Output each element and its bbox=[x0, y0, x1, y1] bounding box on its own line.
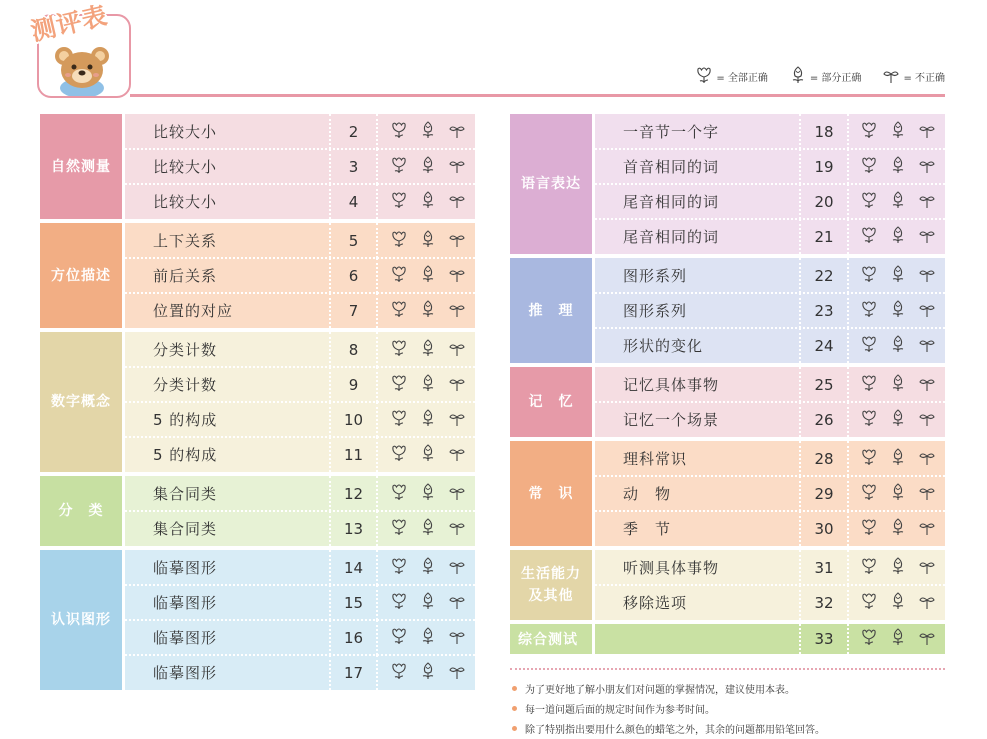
full-flower-icon[interactable] bbox=[391, 483, 407, 505]
sprout-icon[interactable] bbox=[449, 374, 465, 396]
legend-item bbox=[790, 66, 862, 87]
rating-icons bbox=[376, 114, 475, 149]
note-item bbox=[510, 698, 945, 718]
rating-icons bbox=[376, 620, 475, 655]
skill-label: 分类计数 bbox=[125, 367, 331, 402]
bud-icon[interactable] bbox=[890, 156, 906, 178]
rating-icons bbox=[847, 441, 945, 476]
sprout-icon[interactable] bbox=[449, 627, 465, 649]
skill-label: 临摹图形 bbox=[125, 620, 331, 655]
full-flower-icon[interactable] bbox=[861, 121, 877, 143]
skill-label: 比较大小 bbox=[125, 184, 331, 219]
sprout-icon[interactable] bbox=[449, 557, 465, 579]
category-rows bbox=[592, 114, 945, 254]
skill-label: 首音相同的词 bbox=[595, 149, 801, 184]
summary-cells bbox=[592, 624, 945, 654]
table-row bbox=[595, 367, 945, 402]
bud-icon[interactable] bbox=[890, 592, 906, 614]
full-flower-icon[interactable] bbox=[861, 483, 877, 505]
bud-icon[interactable] bbox=[420, 191, 436, 213]
bud-icon[interactable] bbox=[890, 557, 906, 579]
table-row bbox=[125, 620, 475, 655]
sprout-icon[interactable] bbox=[449, 409, 465, 431]
category-rows bbox=[592, 441, 945, 546]
bud-icon[interactable] bbox=[420, 156, 436, 178]
bud-icon[interactable] bbox=[890, 335, 906, 357]
notes bbox=[510, 668, 945, 738]
skill-label: 位置的对应 bbox=[125, 293, 331, 328]
category-group bbox=[40, 332, 475, 472]
table-row bbox=[595, 114, 945, 149]
rating-icons bbox=[376, 585, 475, 620]
page-number: 18 bbox=[814, 122, 834, 141]
page-number: 21 bbox=[814, 227, 834, 246]
rating-icons bbox=[376, 402, 475, 437]
sprout-icon bbox=[883, 66, 903, 87]
skill-label: 临摹图形 bbox=[125, 655, 331, 690]
full-flower-icon[interactable] bbox=[391, 230, 407, 252]
skill-label: 分类计数 bbox=[125, 332, 331, 367]
table-row bbox=[125, 184, 475, 219]
rating-icons bbox=[847, 624, 945, 654]
rating-icons bbox=[847, 328, 945, 363]
rating-icons bbox=[376, 184, 475, 219]
sprout-icon[interactable] bbox=[449, 444, 465, 466]
rating-icons bbox=[376, 476, 475, 511]
table-row bbox=[595, 219, 945, 254]
page-number: 32 bbox=[814, 593, 834, 612]
sprout-icon[interactable] bbox=[919, 557, 935, 579]
sprout-icon[interactable] bbox=[919, 628, 935, 650]
bud-icon[interactable] bbox=[420, 121, 436, 143]
full-flower-icon[interactable] bbox=[391, 662, 407, 684]
sprout-icon[interactable] bbox=[449, 191, 465, 213]
rating-icons bbox=[847, 585, 945, 620]
sprout-icon[interactable] bbox=[919, 409, 935, 431]
full-flower-icon[interactable] bbox=[861, 592, 877, 614]
page-number: 4 bbox=[348, 192, 359, 211]
bud-icon[interactable] bbox=[890, 300, 906, 322]
full-flower-icon[interactable] bbox=[861, 557, 877, 579]
bud-icon[interactable] bbox=[420, 444, 436, 466]
legend-item bbox=[696, 66, 768, 87]
legend-label: = 全部正确 bbox=[716, 73, 768, 84]
sprout-icon[interactable] bbox=[919, 191, 935, 213]
bud-icon[interactable] bbox=[420, 483, 436, 505]
rating-icons bbox=[376, 293, 475, 328]
page-number: 13 bbox=[343, 519, 364, 538]
sprout-icon[interactable] bbox=[449, 339, 465, 361]
full-flower-icon[interactable] bbox=[391, 444, 407, 466]
rating-icons bbox=[847, 550, 945, 585]
table-row bbox=[595, 476, 945, 511]
bud-icon[interactable] bbox=[890, 191, 906, 213]
bullet-icon bbox=[512, 686, 517, 691]
bullet-icon bbox=[512, 706, 517, 711]
page-number: 31 bbox=[814, 558, 834, 577]
page-number: 7 bbox=[348, 301, 359, 320]
table-row bbox=[595, 511, 945, 546]
bud-icon[interactable] bbox=[420, 662, 436, 684]
table-row bbox=[125, 114, 475, 149]
skill-label: 尾音相同的词 bbox=[595, 219, 801, 254]
skill-label: 一音节一个字 bbox=[595, 114, 801, 149]
rating-icons bbox=[847, 149, 945, 184]
skill-label: 5 的构成 bbox=[125, 402, 331, 437]
summary-title: 综合测试 bbox=[518, 632, 578, 648]
full-flower-icon[interactable] bbox=[861, 335, 877, 357]
sprout-icon[interactable] bbox=[919, 374, 935, 396]
category-rows bbox=[122, 223, 475, 328]
skill-label: 前后关系 bbox=[125, 258, 331, 293]
page-number: 15 bbox=[343, 593, 364, 612]
sprout-icon[interactable] bbox=[449, 265, 465, 287]
full-flower-icon[interactable] bbox=[861, 448, 877, 470]
table-row bbox=[125, 149, 475, 184]
full-flower-icon[interactable] bbox=[391, 409, 407, 431]
sprout-icon[interactable] bbox=[919, 335, 935, 357]
rating-icons bbox=[376, 437, 475, 472]
full-flower-icon[interactable] bbox=[861, 300, 877, 322]
table-row bbox=[595, 550, 945, 585]
table-row bbox=[125, 293, 475, 328]
full-flower-icon[interactable] bbox=[861, 409, 877, 431]
skill-label: 记忆具体事物 bbox=[595, 367, 801, 402]
page-number: 8 bbox=[348, 340, 359, 359]
category-label: 语言表达 bbox=[510, 114, 592, 254]
table-row bbox=[125, 511, 475, 546]
page-number: 6 bbox=[348, 266, 359, 285]
page-number: 19 bbox=[814, 157, 834, 176]
full-flower-icon[interactable] bbox=[861, 226, 877, 248]
rating-icons bbox=[376, 550, 475, 585]
bud-icon[interactable] bbox=[420, 300, 436, 322]
page-number: 11 bbox=[343, 445, 364, 464]
category-rows bbox=[122, 332, 475, 472]
table-row bbox=[595, 328, 945, 363]
full-flower-icon[interactable] bbox=[391, 627, 407, 649]
category-rows bbox=[122, 476, 475, 546]
category-label: 生活能力 及其他 bbox=[510, 550, 592, 620]
table-row bbox=[595, 184, 945, 219]
sprout-icon[interactable] bbox=[449, 156, 465, 178]
sprout-icon[interactable] bbox=[449, 121, 465, 143]
skill-label: 临摹图形 bbox=[125, 550, 331, 585]
right-assessment-table bbox=[510, 114, 945, 654]
rating-icons bbox=[847, 402, 945, 437]
note-text: 除了特别指出要用什么颜色的蜡笔之外，其余的问题都用铅笔回答。 bbox=[525, 724, 825, 736]
category-rows bbox=[592, 367, 945, 437]
sprout-icon[interactable] bbox=[919, 265, 935, 287]
table-row bbox=[125, 258, 475, 293]
bud-icon[interactable] bbox=[420, 557, 436, 579]
category-group bbox=[510, 114, 945, 254]
full-flower-icon[interactable] bbox=[391, 339, 407, 361]
page-number: 26 bbox=[814, 410, 834, 429]
category-rows bbox=[122, 550, 475, 690]
rating-icons bbox=[847, 258, 945, 293]
bud-icon[interactable] bbox=[420, 339, 436, 361]
page-number: 10 bbox=[343, 410, 364, 429]
category-group bbox=[510, 550, 945, 620]
table-row bbox=[595, 585, 945, 620]
full-flower-icon[interactable] bbox=[391, 518, 407, 540]
full-flower-icon[interactable] bbox=[861, 191, 877, 213]
skill-label: 5 的构成 bbox=[125, 437, 331, 472]
bud-icon[interactable] bbox=[420, 230, 436, 252]
page-number: 9 bbox=[348, 375, 359, 394]
full-flower-icon[interactable] bbox=[391, 156, 407, 178]
bud-icon[interactable] bbox=[890, 628, 906, 650]
bud-icon[interactable] bbox=[420, 592, 436, 614]
sprout-icon[interactable] bbox=[919, 226, 935, 248]
page-number: 20 bbox=[814, 192, 834, 211]
skill-label: 理科常识 bbox=[595, 441, 801, 476]
rating-icons bbox=[376, 332, 475, 367]
bud-icon[interactable] bbox=[890, 483, 906, 505]
page-number: 33 bbox=[814, 630, 834, 648]
full-flower-icon[interactable] bbox=[861, 265, 877, 287]
skill-label: 形状的变化 bbox=[595, 328, 801, 363]
rating-icons bbox=[847, 476, 945, 511]
legend-label: = 部分正确 bbox=[809, 73, 862, 84]
skill-label: 临摹图形 bbox=[125, 585, 331, 620]
full-flower-icon[interactable] bbox=[861, 156, 877, 178]
full-flower-icon[interactable] bbox=[861, 518, 877, 540]
rating-icons bbox=[847, 293, 945, 328]
table-row bbox=[595, 441, 945, 476]
category-rows bbox=[592, 550, 945, 620]
category-label: 记 忆 bbox=[510, 367, 592, 437]
category-group bbox=[40, 114, 475, 219]
bud-icon[interactable] bbox=[420, 518, 436, 540]
rating-icons bbox=[376, 367, 475, 402]
sprout-icon[interactable] bbox=[919, 300, 935, 322]
skill-label: 记忆一个场景 bbox=[595, 402, 801, 437]
rating-icons bbox=[847, 511, 945, 546]
skill-label: 图形系列 bbox=[595, 258, 801, 293]
full-flower-icon[interactable] bbox=[861, 628, 877, 650]
bullet-icon bbox=[512, 726, 517, 731]
table-row bbox=[125, 655, 475, 690]
bud-icon bbox=[790, 66, 810, 87]
category-label: 分 类 bbox=[40, 476, 122, 546]
bud-icon[interactable] bbox=[420, 374, 436, 396]
bud-icon[interactable] bbox=[890, 121, 906, 143]
page-number: 16 bbox=[343, 628, 364, 647]
summary-row bbox=[510, 624, 945, 654]
skill-label: 上下关系 bbox=[125, 223, 331, 258]
bud-icon[interactable] bbox=[890, 265, 906, 287]
page-number: 5 bbox=[348, 231, 359, 250]
table-row bbox=[125, 223, 475, 258]
table-row bbox=[125, 367, 475, 402]
rating-icons bbox=[847, 114, 945, 149]
sprout-icon[interactable] bbox=[919, 156, 935, 178]
category-group bbox=[40, 550, 475, 690]
page-number: 17 bbox=[343, 663, 364, 682]
full-flower-icon[interactable] bbox=[391, 191, 407, 213]
legend-item bbox=[883, 66, 945, 87]
note-text: 为了更好地了解小朋友们对问题的掌握情况，建议使用本表。 bbox=[525, 684, 795, 696]
category-rows bbox=[592, 258, 945, 363]
page-number: 30 bbox=[814, 519, 834, 538]
skill-label: 集合同类 bbox=[125, 476, 331, 511]
sprout-icon[interactable] bbox=[919, 448, 935, 470]
page-number: 22 bbox=[814, 266, 834, 285]
bud-icon[interactable] bbox=[890, 409, 906, 431]
rating-icons bbox=[376, 149, 475, 184]
table-row bbox=[125, 402, 475, 437]
full-flower-icon[interactable] bbox=[391, 557, 407, 579]
table-row bbox=[595, 293, 945, 328]
note-text: 每一道问题后面的规定时间作为参考时间。 bbox=[525, 704, 715, 716]
left-assessment-table bbox=[40, 114, 475, 690]
sprout-icon[interactable] bbox=[919, 121, 935, 143]
full-flower-icon[interactable] bbox=[391, 265, 407, 287]
header-divider bbox=[130, 94, 945, 97]
sprout-icon[interactable] bbox=[449, 230, 465, 252]
category-group bbox=[510, 367, 945, 437]
page-number: 29 bbox=[814, 484, 834, 503]
page-number: 14 bbox=[343, 558, 364, 577]
sprout-icon[interactable] bbox=[919, 592, 935, 614]
rating-icons bbox=[376, 511, 475, 546]
category-label: 方位描述 bbox=[40, 223, 122, 328]
sprout-icon[interactable] bbox=[449, 518, 465, 540]
bear-icon bbox=[52, 44, 112, 96]
skill-label: 尾音相同的词 bbox=[595, 184, 801, 219]
skill-label: 移除选项 bbox=[595, 585, 801, 620]
sprout-icon[interactable] bbox=[449, 300, 465, 322]
page-number: 3 bbox=[348, 157, 359, 176]
full-flower-icon[interactable] bbox=[391, 121, 407, 143]
rating-icons bbox=[376, 223, 475, 258]
bud-icon[interactable] bbox=[420, 265, 436, 287]
rating-icons bbox=[376, 258, 475, 293]
skill-label: 听测具体事物 bbox=[595, 550, 801, 585]
bud-icon[interactable] bbox=[420, 627, 436, 649]
sprout-icon[interactable] bbox=[919, 483, 935, 505]
rating-icons bbox=[847, 367, 945, 402]
bud-icon[interactable] bbox=[890, 518, 906, 540]
bud-icon[interactable] bbox=[890, 374, 906, 396]
bud-icon[interactable] bbox=[420, 409, 436, 431]
summary-label-cell bbox=[595, 624, 801, 654]
category-rows bbox=[122, 114, 475, 219]
page-number: 23 bbox=[814, 301, 834, 320]
header bbox=[0, 0, 987, 100]
category-group bbox=[510, 258, 945, 363]
category-group bbox=[40, 223, 475, 328]
table-row bbox=[595, 149, 945, 184]
page-title: 测评表 bbox=[28, 0, 111, 47]
bud-icon[interactable] bbox=[890, 226, 906, 248]
note-item bbox=[510, 678, 945, 698]
category-label: 常 识 bbox=[510, 441, 592, 546]
page-number: 2 bbox=[348, 122, 359, 141]
full-flower-icon[interactable] bbox=[391, 592, 407, 614]
skill-label: 动 物 bbox=[595, 476, 801, 511]
rating-icons bbox=[847, 184, 945, 219]
category-label: 推 理 bbox=[510, 258, 592, 363]
skill-label: 集合同类 bbox=[125, 511, 331, 546]
page-number: 24 bbox=[814, 336, 834, 355]
table-row bbox=[125, 437, 475, 472]
rating-icons bbox=[376, 655, 475, 690]
table-row bbox=[125, 476, 475, 511]
full-flower-icon bbox=[696, 66, 716, 87]
table-row bbox=[125, 585, 475, 620]
page-number: 12 bbox=[343, 484, 364, 503]
table-row bbox=[595, 258, 945, 293]
rating-icons bbox=[847, 219, 945, 254]
category-label: 自然测量 bbox=[40, 114, 122, 219]
skill-label: 比较大小 bbox=[125, 149, 331, 184]
skill-label: 比较大小 bbox=[125, 114, 331, 149]
legend bbox=[674, 66, 945, 87]
sprout-icon[interactable] bbox=[919, 518, 935, 540]
category-group bbox=[40, 476, 475, 546]
sprout-icon[interactable] bbox=[449, 483, 465, 505]
category-label: 认识图形 bbox=[40, 550, 122, 690]
category-label: 数字概念 bbox=[40, 332, 122, 472]
category-group bbox=[510, 441, 945, 546]
full-flower-icon[interactable] bbox=[391, 374, 407, 396]
skill-label: 图形系列 bbox=[595, 293, 801, 328]
full-flower-icon[interactable] bbox=[861, 374, 877, 396]
table-row bbox=[125, 332, 475, 367]
skill-label: 季 节 bbox=[595, 511, 801, 546]
sprout-icon[interactable] bbox=[449, 592, 465, 614]
table-row bbox=[595, 402, 945, 437]
page-number: 25 bbox=[814, 375, 834, 394]
full-flower-icon[interactable] bbox=[391, 300, 407, 322]
bud-icon[interactable] bbox=[890, 448, 906, 470]
note-item bbox=[510, 718, 945, 738]
page-number: 28 bbox=[814, 449, 834, 468]
sprout-icon[interactable] bbox=[449, 662, 465, 684]
legend-label: = 不正确 bbox=[903, 73, 945, 84]
table-row bbox=[125, 550, 475, 585]
